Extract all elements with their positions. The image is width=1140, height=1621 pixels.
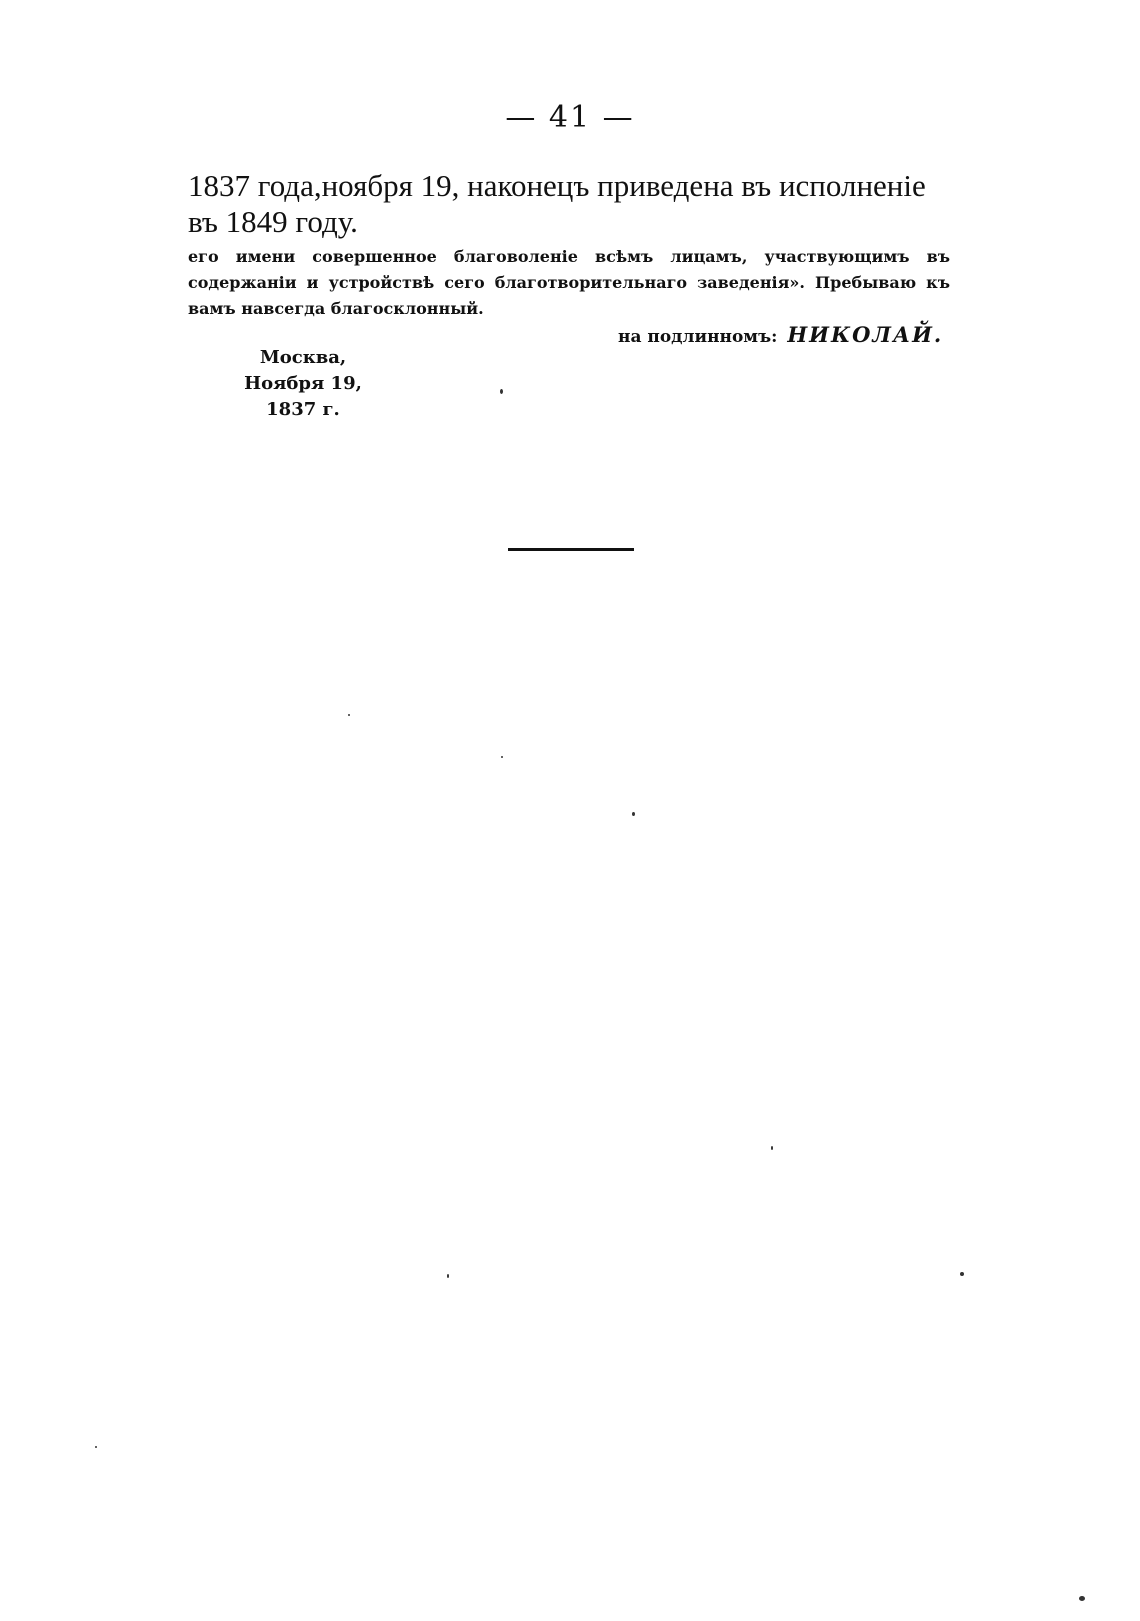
- scan-speck: [348, 714, 350, 716]
- dateline: [238, 345, 368, 423]
- scan-speck: [500, 389, 503, 394]
- scan-speck: [771, 1146, 773, 1150]
- body-paragraph: его имени совершенное благоволеніе всѣмъ лицамъ, участвующимъ въ содержаніи и устройствѣ сего благотворительнаго заведенія». Пребываю къ вамъ навсегда благосклонный.: [188, 247, 950, 318]
- dateline-year: 1837 г.: [266, 399, 340, 420]
- scan-speck: [95, 1446, 97, 1448]
- section-divider-rule: [508, 548, 634, 551]
- scan-speck: [1079, 1596, 1085, 1601]
- dateline-date: Ноября 19,: [244, 373, 362, 394]
- heading-line-2: въ 1849 году.: [188, 204, 358, 239]
- heading-line-1: 1837 года,ноября 19, наконецъ приведена въ исполненіе: [188, 168, 926, 203]
- signature-name: НИКОЛАЙ.: [787, 322, 944, 347]
- heading-note: [188, 168, 948, 240]
- dateline-city: Москва,: [259, 347, 347, 368]
- signature-prefix: на подлинномъ:: [618, 327, 778, 347]
- signature-line: [618, 322, 943, 347]
- scan-speck: [501, 756, 503, 758]
- scan-speck: [447, 1274, 449, 1278]
- page-number: — 41 —: [505, 100, 635, 135]
- scan-speck: [960, 1272, 964, 1276]
- scan-speck: [632, 812, 635, 816]
